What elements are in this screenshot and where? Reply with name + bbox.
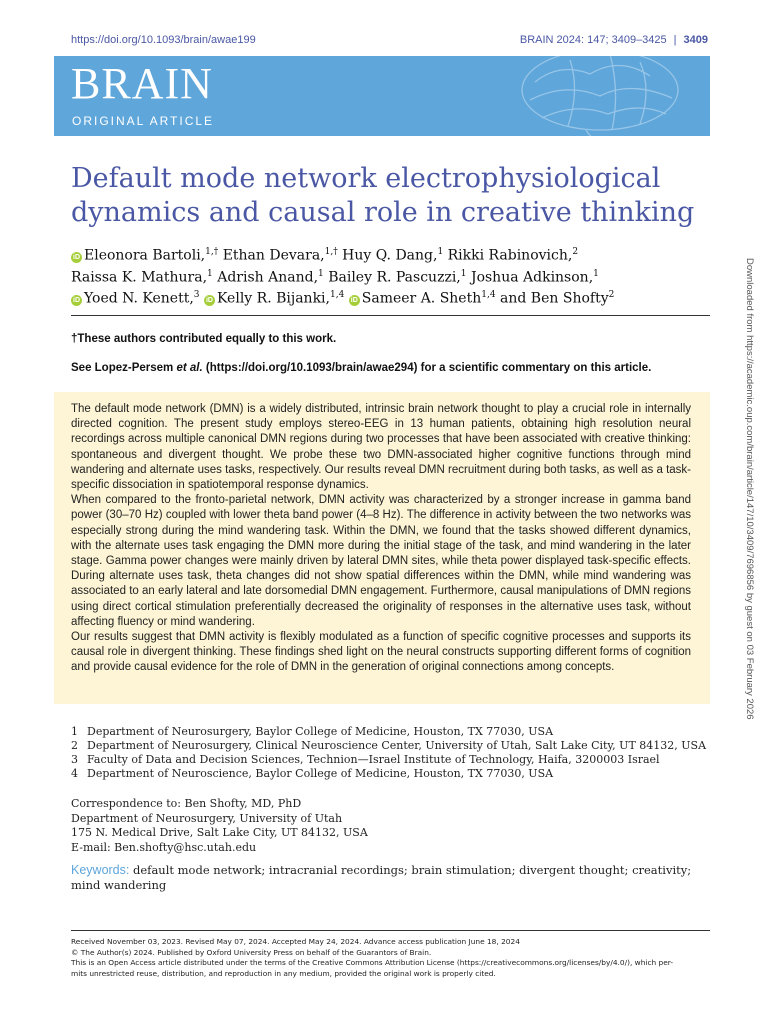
header-separator: | (673, 34, 677, 46)
affiliation-item (71, 739, 711, 753)
abstract-box (54, 392, 710, 704)
author-affiliation-ref: 1,† (205, 247, 219, 257)
affiliation-item (71, 753, 711, 767)
author-name: Ethan Devara, (222, 247, 325, 264)
affiliation-number: 4 (71, 767, 78, 780)
title-line-1: Default mode network electrophysiological (71, 163, 661, 194)
author-name: Yoed N. Kenett, (84, 290, 194, 307)
author-name: and Ben Shofty (500, 290, 609, 307)
author-affiliation-ref: 1 (460, 268, 467, 279)
affiliation-number: 3 (71, 753, 78, 766)
affiliation-text: Department of Neurosurgery, Clinical Neuroscience Center, University of Utah, Salt Lake City, UT 84132, USA (87, 739, 707, 752)
citation (520, 34, 708, 46)
orcid-icon[interactable]: iD (73, 253, 80, 261)
publication-footer (71, 937, 711, 979)
commentary-link[interactable]: (https://doi.org/10.1093/brain/awae294) for a scientific commentary on this article. (202, 362, 652, 374)
author-affiliation-ref: 2 (608, 290, 615, 301)
author-affiliation-ref: 1 (437, 247, 444, 257)
keywords (71, 863, 711, 893)
abstract-paragraph: When compared to the fronto-parietal network, DMN activity was characterized by a stronger increase in gamma band power (30–70 Hz) coupled with lower theta band power (4–8 Hz). The difference in activity between the two networks was especially strong during the mind wandering task. Within the DMN, we found that the tasks showed different dynamics, with the alternate uses task engaging the DMN more during the initial stage of the task, and mind wandering in the later stage. Gamma power changes were mainly driven by lateral DMN sites, while theta power displayed task-specific effects. During alternate uses task, theta changes did not show spatial differences within the DMN, while mind wandering was associated to an early lateral and late dorsomedial DMN engagement. Furthermore, causal manipulations of DMN regions using direct cortical stimulation preferentially decreased the originality of responses in the alternative uses task, without affecting fluency or mind wandering. (71, 494, 691, 628)
commentary-etal: et al. (176, 362, 203, 374)
correspondence-line: Department of Neurosurgery, University of Utah (71, 811, 343, 825)
divider (71, 315, 710, 316)
orcid-icon[interactable]: iD (205, 296, 213, 304)
citation-text: BRAIN 2024: 147; 3409–3425 (519, 34, 667, 46)
affiliation-list (71, 725, 711, 781)
affiliation-text: Department of Neurosurgery, Baylor College of Medicine, Houston, TX 77030, USA (87, 725, 554, 738)
correspondence-email[interactable]: E-mail: Ben.shofty@hsc.utah.edu (71, 840, 257, 854)
article-type: ORIGINAL ARTICLE (72, 114, 215, 128)
affiliation-item (71, 767, 711, 781)
affiliation-text: Department of Neuroscience, Baylor College of Medicine, Houston, TX 77030, USA (87, 767, 554, 780)
equal-contribution-note: †These authors contributed equally to this work. (71, 333, 337, 345)
correspondence-block (71, 797, 711, 855)
author-name: Eleonora Bartoli, (84, 247, 206, 264)
footer-line: mits unrestricted reuse, distribution, and reproduction in any medium, provided the original work is properly cited. (71, 968, 496, 978)
commentary-note (71, 362, 711, 374)
affiliation-item (71, 725, 711, 739)
affiliation-number: 2 (71, 739, 78, 752)
footer-divider (71, 930, 710, 931)
author-affiliation-ref: 1,4 (329, 290, 345, 301)
doi-link[interactable]: https://doi.org/10.1093/brain/awae199 (71, 34, 256, 46)
author-name: Huy Q. Dang, (342, 247, 438, 264)
brain-illustration-icon (490, 56, 700, 136)
author-name: Rikki Rabinovich, (447, 247, 573, 264)
orcid-icon[interactable]: iD (350, 296, 358, 304)
title-line-2: dynamics and causal role in creative thinking (71, 197, 695, 228)
commentary-prefix: See Lopez-Persem (71, 362, 177, 374)
keywords-text: default mode network; intracranial recordings; brain stimulation; divergent thought; creativity; mind wandering (71, 863, 692, 892)
affiliation-text: Faculty of Data and Decision Sciences, Technion—Israel Institute of Technology, Haifa, 3200003 Israel (87, 753, 660, 766)
author-name: Kelly R. Bijanki, (216, 290, 330, 307)
author-name: Raissa K. Mathura, (71, 269, 208, 286)
author-affiliation-ref: 1,4 (481, 290, 496, 301)
journal-banner (54, 56, 710, 136)
abstract-text (71, 402, 691, 676)
download-notice: Downloaded from https://academic.oup.com/brain/article/147/10/3409/7696856 by guest on 03 February 2026 (744, 258, 755, 720)
footer-line: This is an Open Access article distributed under the terms of the Creative Commons Attribution License (https://creativecommons.org/licenses/by/4.0/), which per- (71, 958, 674, 968)
author-affiliation-ref: 1 (318, 268, 324, 279)
author-name: Bailey R. Pascuzzi, (328, 269, 461, 286)
author-name: Adrish Anand, (217, 269, 319, 286)
abstract-paragraph: Our results suggest that DMN activity is flexibly modulated as a function of specific cognitive processes and supports its causal role in divergent thinking. These findings shed light on the neural constructs supporting different forms of cognition and provide causal evidence for the role of DMN in the generation of original connections among concepts. (71, 631, 691, 674)
author-affiliation-ref: 2 (572, 247, 579, 257)
journal-logo: BRAIN (71, 59, 213, 108)
correspondence-line: Correspondence to: Ben Shofty, MD, PhD (71, 797, 302, 810)
author-affiliation-ref: 1 (207, 268, 213, 279)
author-name: Joshua Adkinson, (470, 269, 594, 286)
author-affiliation-ref: 1 (593, 268, 599, 279)
footer-line: Received November 03, 2023. Revised May 07, 2024. Accepted May 24, 2024. Advance access publication June 18, 2024 (71, 937, 520, 946)
page-number: 3409 (683, 34, 708, 46)
author-name: Sameer A. Sheth (361, 290, 482, 307)
author-affiliation-ref: 1,† (324, 247, 338, 257)
author-affiliation-ref: 3 (193, 290, 200, 301)
article-title (71, 162, 731, 230)
abstract-paragraph: The default mode network (DMN) is a widely distributed, intrinsic brain network thought to play a crucial role in internally directed cognition. The present study employs stereo-EEG in 13 human patients, obtaining high resolution neural recordings across multiple canonical DMN regions during two processes that have been associated with creative thinking: spontaneous and divergent thought. We probe these two DMN-associated higher cognitive functions through mind wandering and alternate uses tasks, respectively. Our results reveal DMN recruitment during both tasks, as well as a task-specific dissociation in spatiotemporal response dynamics. (71, 403, 691, 492)
running-header (71, 34, 708, 50)
author-list (71, 243, 711, 308)
orcid-icon[interactable]: iD (73, 296, 80, 304)
affiliation-number: 1 (71, 725, 78, 738)
correspondence-line: 175 N. Medical Drive, Salt Lake City, UT 84132, USA (71, 826, 368, 839)
footer-line: © The Author(s) 2024. Published by Oxford University Press on behalf of the Guarantors of Brain. (71, 947, 432, 957)
keywords-label: Keywords: (71, 863, 130, 877)
